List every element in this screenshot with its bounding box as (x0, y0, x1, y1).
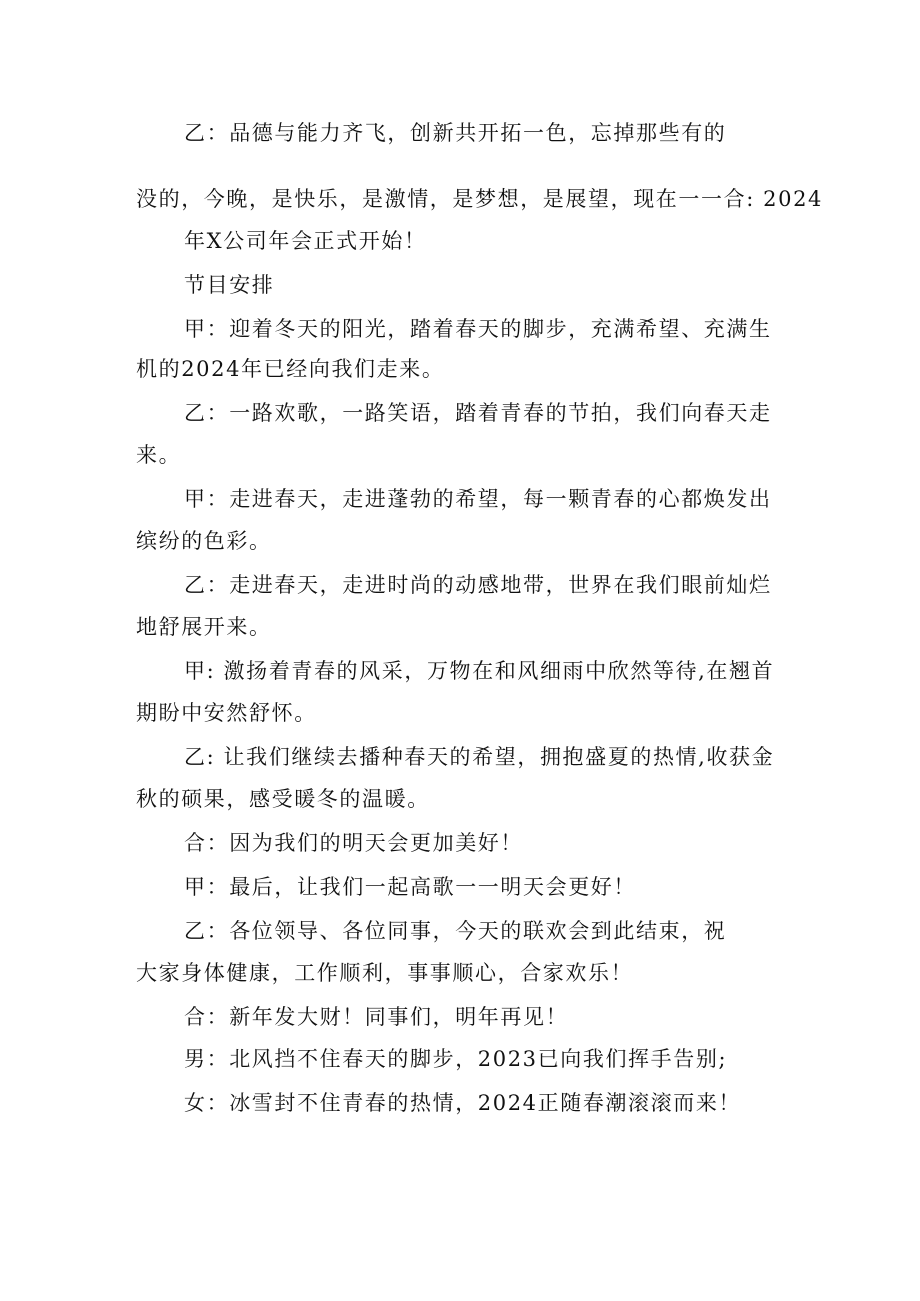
section-heading: 节目安排 (184, 273, 275, 297)
text-line: 年X公司年会正式开始！ (184, 229, 427, 253)
text-line: 乙: 让我们继续去播种春天的希望，拥抱盛夏的热情,收获金 (184, 745, 775, 769)
text-line: 女：冰雪封不住青春的热情，2024正随春潮滚滚而来！ (184, 1091, 742, 1115)
text-line: 合：新年发大财！同事们，明年再见！ (184, 1005, 569, 1029)
text-line: 期盼中安然舒怀。 (136, 701, 317, 725)
text-line: 甲：走进春天，走进蓬勃的希望，每一颗青春的心都焕发出 (184, 487, 772, 511)
text-line: 缤纷的色彩。 (136, 529, 272, 553)
text-line: 地舒展开来。 (136, 615, 272, 639)
text-line: 来。 (136, 443, 182, 467)
text-line: 合：因为我们的明天会更加美好！ (184, 831, 523, 855)
text-line: 机的2024年已经向我们走来。 (136, 357, 445, 381)
text-line: 大家身体健康，工作顺利，事事顺心，合家欢乐！ (136, 961, 634, 985)
text-line: 乙：走进春天，走进时尚的动感地带，世界在我们眼前灿烂 (184, 573, 772, 597)
text-line: 甲: 激扬着青春的风采，万物在和风细雨中欣然等待,在翘首 (184, 659, 775, 683)
text-line: 乙：各位领导、各位同事，今天的联欢会到此结束，祝 (184, 919, 727, 943)
text-line: 男：北风挡不住春天的脚步，2023已向我们挥手告别; (184, 1047, 728, 1071)
text-line: 秋的硕果，感受暖冬的温暖。 (136, 787, 430, 811)
text-line: 甲：迎着冬天的阳光，踏着春天的脚步，充满希望、充满生 (184, 317, 772, 341)
text-line: 甲：最后，让我们一起高歌一一明天会更好！ (184, 875, 636, 899)
text-line: 没的，今晚，是快乐，是激情，是梦想，是展望，现在一一合: 2024 (136, 187, 823, 211)
text-line: 乙：一路欢歌，一路笑语，踏着青春的节拍，我们向春天走 (184, 401, 772, 425)
text-line: 乙：品德与能力齐飞，创新共开拓一色，忘掉那些有的 (184, 121, 727, 145)
